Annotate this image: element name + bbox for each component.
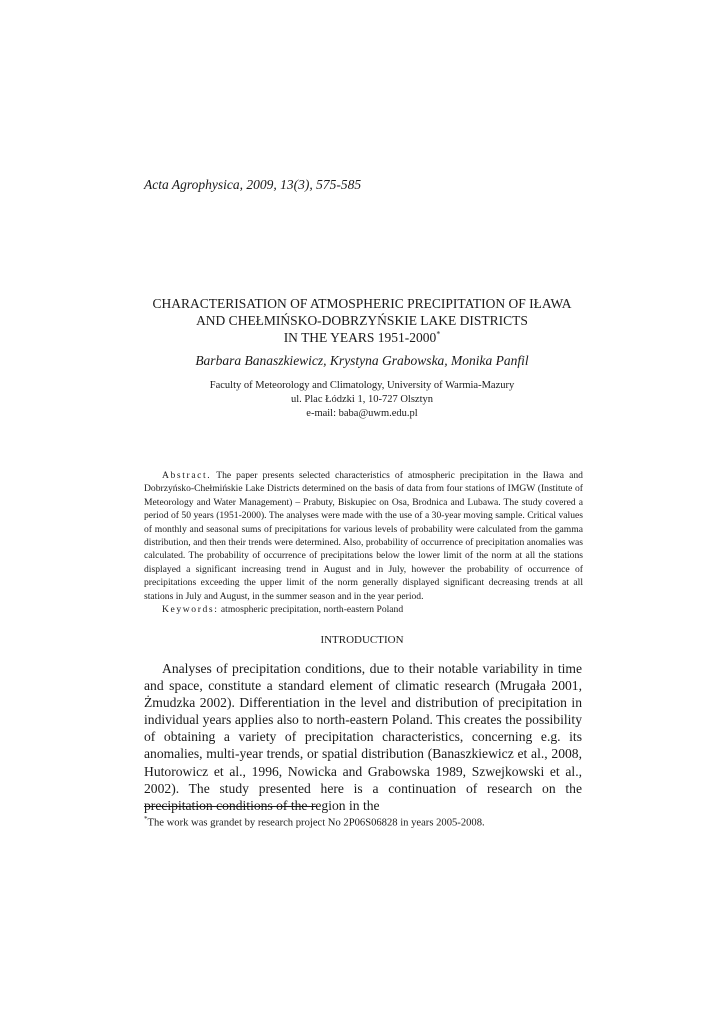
title-line-2: AND CHEŁMIŃSKO-DOBRZYŃSKIE LAKE DISTRICTS [196,313,528,328]
footnote-divider [144,806,317,807]
introduction-heading: INTRODUCTION [320,634,404,646]
abstract-text: The paper presents selected characteristics of atmospheric precipitation in the Iława and Dobrzyńsko-Chełmińskie Lake Districts determined on the basis of data from four stations of IMGW (Institute of Meteorology and Water Management) – Prabuty, Biskupiec on Osa, Brodnica and Lubawa. The study covered a period of 50 years (1951-2000). The analyses were made with the use of a 30-year moving sample. Critical values of monthly and seasonal sums of precipitations for various levels of probability were calculated from the gamma distribution, and then their trends were determined. Also, probability of occurrence of precipitation anomalies was calculated. The probability of occurrence of precipitations below the lower limit of the norm at all the stations displayed a significant increasing trend in August and in July, however the probability of occurrence of precipitations exceeding the upper limit of the norm generally displayed significant decreasing trends at all stations in July and August, in the summer season and in the year period. [144,470,583,602]
footnote-text: The work was grandet by research project No 2P06S06828 in years 2005-2008. [147,817,485,829]
keywords-label: Keywords: [162,604,219,616]
affiliation-line-2: ul. Plac Łódzki 1, 10-727 Olsztyn [290,394,434,405]
title-footnote-mark: * [436,329,441,339]
abstract-paragraph [144,469,583,603]
authors: Barbara Banaszkiewicz, Krystyna Grabowska, Monika Panfil [195,353,529,368]
keywords-text: atmospheric precipitation, north-eastern Poland [220,604,404,616]
affiliation-line-1: Faculty of Meteorology and Climatology, University of Warmia-Mazury [209,380,515,391]
abstract [144,469,583,616]
title-line-1: CHARACTERISATION OF ATMOSPHERIC PRECIPITATION OF IŁAWA [152,296,572,311]
paper-title [100,295,624,346]
footnote [144,815,584,829]
introduction-body [144,660,582,814]
title-line-3: IN THE YEARS 1951-2000* [283,329,441,345]
footnote-mark: * [144,815,148,823]
abstract-label: Abstract. [162,470,212,481]
affiliation [100,379,624,421]
keywords [144,603,583,616]
affiliation-email: e-mail: baba@uwm.edu.pl [306,408,418,419]
introduction-paragraph: Analyses of precipitation conditions, due to their notable variability in time and space, constitute a standard element of climatic research (Mrugała 2001, Żmudzka 2002). Differentiation in the level and distribution of precipitation in individual years applies also to north-eastern Poland. This creates the possibility of obtaining a variety of precipitation characteristics, concerning e.g. its anomalies, multi-year trends, or spatial distribution (Banaszkiewicz et al., 2008, Hutorowicz et al., 1996, Nowicka and Grabowska 1989, Szwejkowski et al., 2002). The study presented here is a continuation of research on the precipitation conditions of the region in the [144,661,582,813]
journal-citation: Acta Agrophysica, 2009, 13(3), 575-585 [144,177,362,192]
